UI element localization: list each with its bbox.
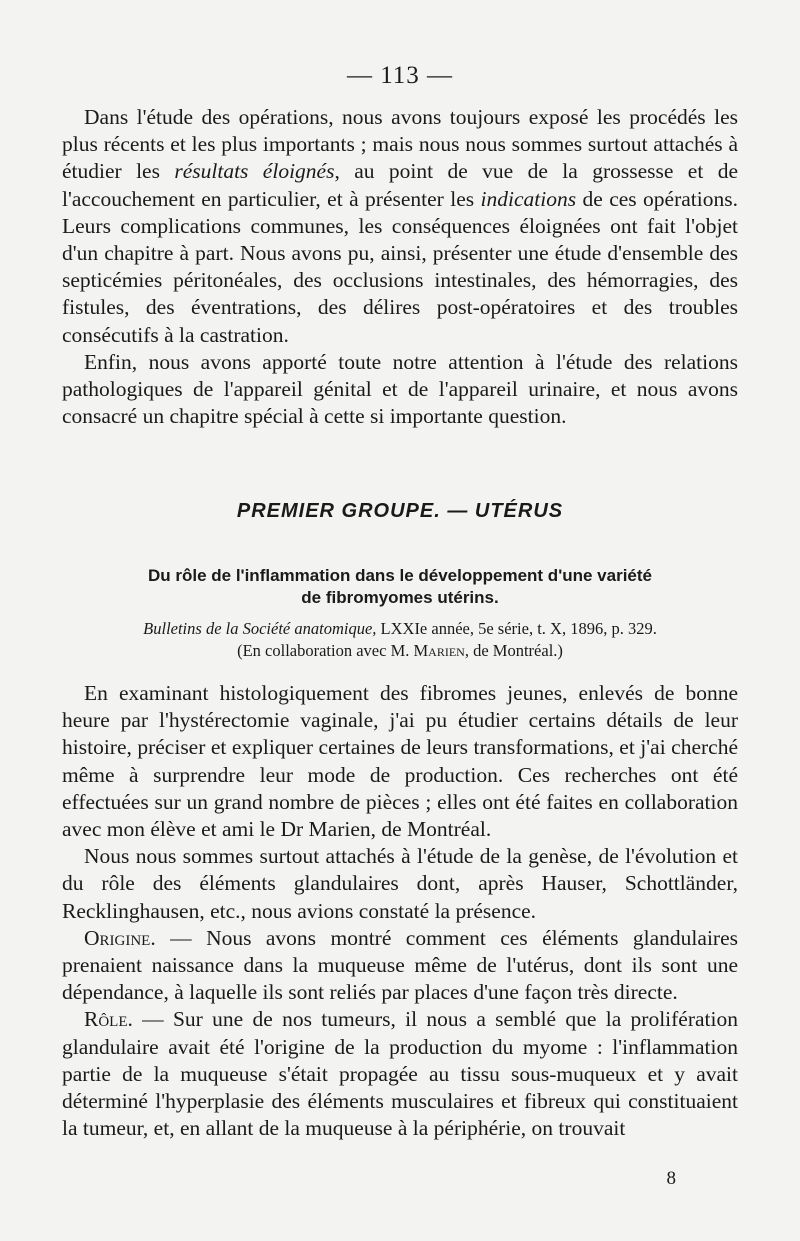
body-paragraph-1: En examinant histologiquement des fibromes jeunes, enlevés de bonne heure par l'hystérectomie vaginale, j'ai pu étudier certains détails de leur histoire, préciser et expliquer certaines de leurs transformations, et j'ai cherché même à surprendre leur mode de production. Ces recherches ont été effectuées sur un grand nombre de pièces ; elles ont été faites en collaboration avec mon élève et ami le Dr Marien, de Montréal. [62,681,738,842]
intro-text-run: , au point de vue de la grossesse et de l'accouchement en particulier, et à présenter les [62,159,739,211]
article-title-line-2: de fibromyomes utérins. [301,588,499,607]
body-paragraph-2: Nous nous sommes surtout attachés à l'étude de la genèse, de l'évolution et du rôle des éléments glandulaires dont, après Hauser, Schottländer, Recklinghausen, etc., nous avions constaté la présence. [62,844,738,923]
citation-collaboration [70,640,730,662]
collab-suffix: , de Montréal.) [464,641,563,660]
intro-italic-term: indications [480,186,577,211]
article-title-line-1: Du rôle de l'inflammation dans le développement d'une variété [147,566,653,585]
section-heading: PREMIER GROUPE. — UTÉRUS [236,500,564,522]
intro-section [62,104,738,430]
role-label: Rôle. [84,1007,133,1032]
citation-reference [70,618,730,640]
article-body [62,680,738,1142]
citation-journal: Bulletins de la Société anatomique, [143,619,377,638]
page-number: — 113 — [346,62,454,89]
citation-details: LXXIe année, 5e série, t. X, 1896, p. 329. [376,619,657,638]
intro-text-run: de ces opérations. Leurs complications communes, les conséquences éloignées ont fait l'objet d'un chapitre à part. Nous avons pu, ainsi, présenter une étude d'ensemble des septicémies péritonéales, des occlusions intestinales, des hémorragies, des fistules, des éventrations, des délires post-opératoires et des troubles consécutifs à la castration. [62,186,738,347]
origine-text: — Nous avons montré comment ces éléments glandulaires prenaient naissance dans la muqueuse même de l'utérus, dont ils sont une dépendance, à laquelle ils sont reliés par places d'une façon très directe. [62,925,738,1005]
role-text: — Sur une de nos tumeurs, il nous a semblé que la prolifération glandulaire avait été l'origine de la production du myome : l'inflammation partie de la muqueuse s'était propagée au tissu sous-muqueux et y avait déterminé l'hyperplasie des éléments musculaires et fibreux qui constituaient la tumeur, et, en allant de la muqueuse à la périphérie, on trouvait [62,1007,738,1141]
signature-mark: 8 [666,1168,676,1189]
article-title [70,565,730,609]
intro-paragraph-2: Enfin, nous avons apporté toute notre attention à l'étude des relations pathologiques de l'appareil génital et de l'appareil urinaire, et nous avons consacré un chapitre spécial à cette si importante question. [62,349,738,429]
body-paragraph-4 [62,1006,738,1142]
body-paragraph-3 [62,925,738,1007]
article-citation [70,618,730,662]
intro-paragraph-1 [62,104,738,349]
origine-label: Origine. [84,925,156,950]
collab-name: Marien [413,641,465,660]
intro-text-run: Dans l'étude des opérations, nous avons toujours exposé les procédés les plus récents et les plus importants ; mais nous nous sommes surtout attachés à étudier les [62,105,738,184]
intro-italic-term: résultats éloignés [174,159,335,184]
collab-prefix: (En collaboration avec M. [237,641,414,660]
